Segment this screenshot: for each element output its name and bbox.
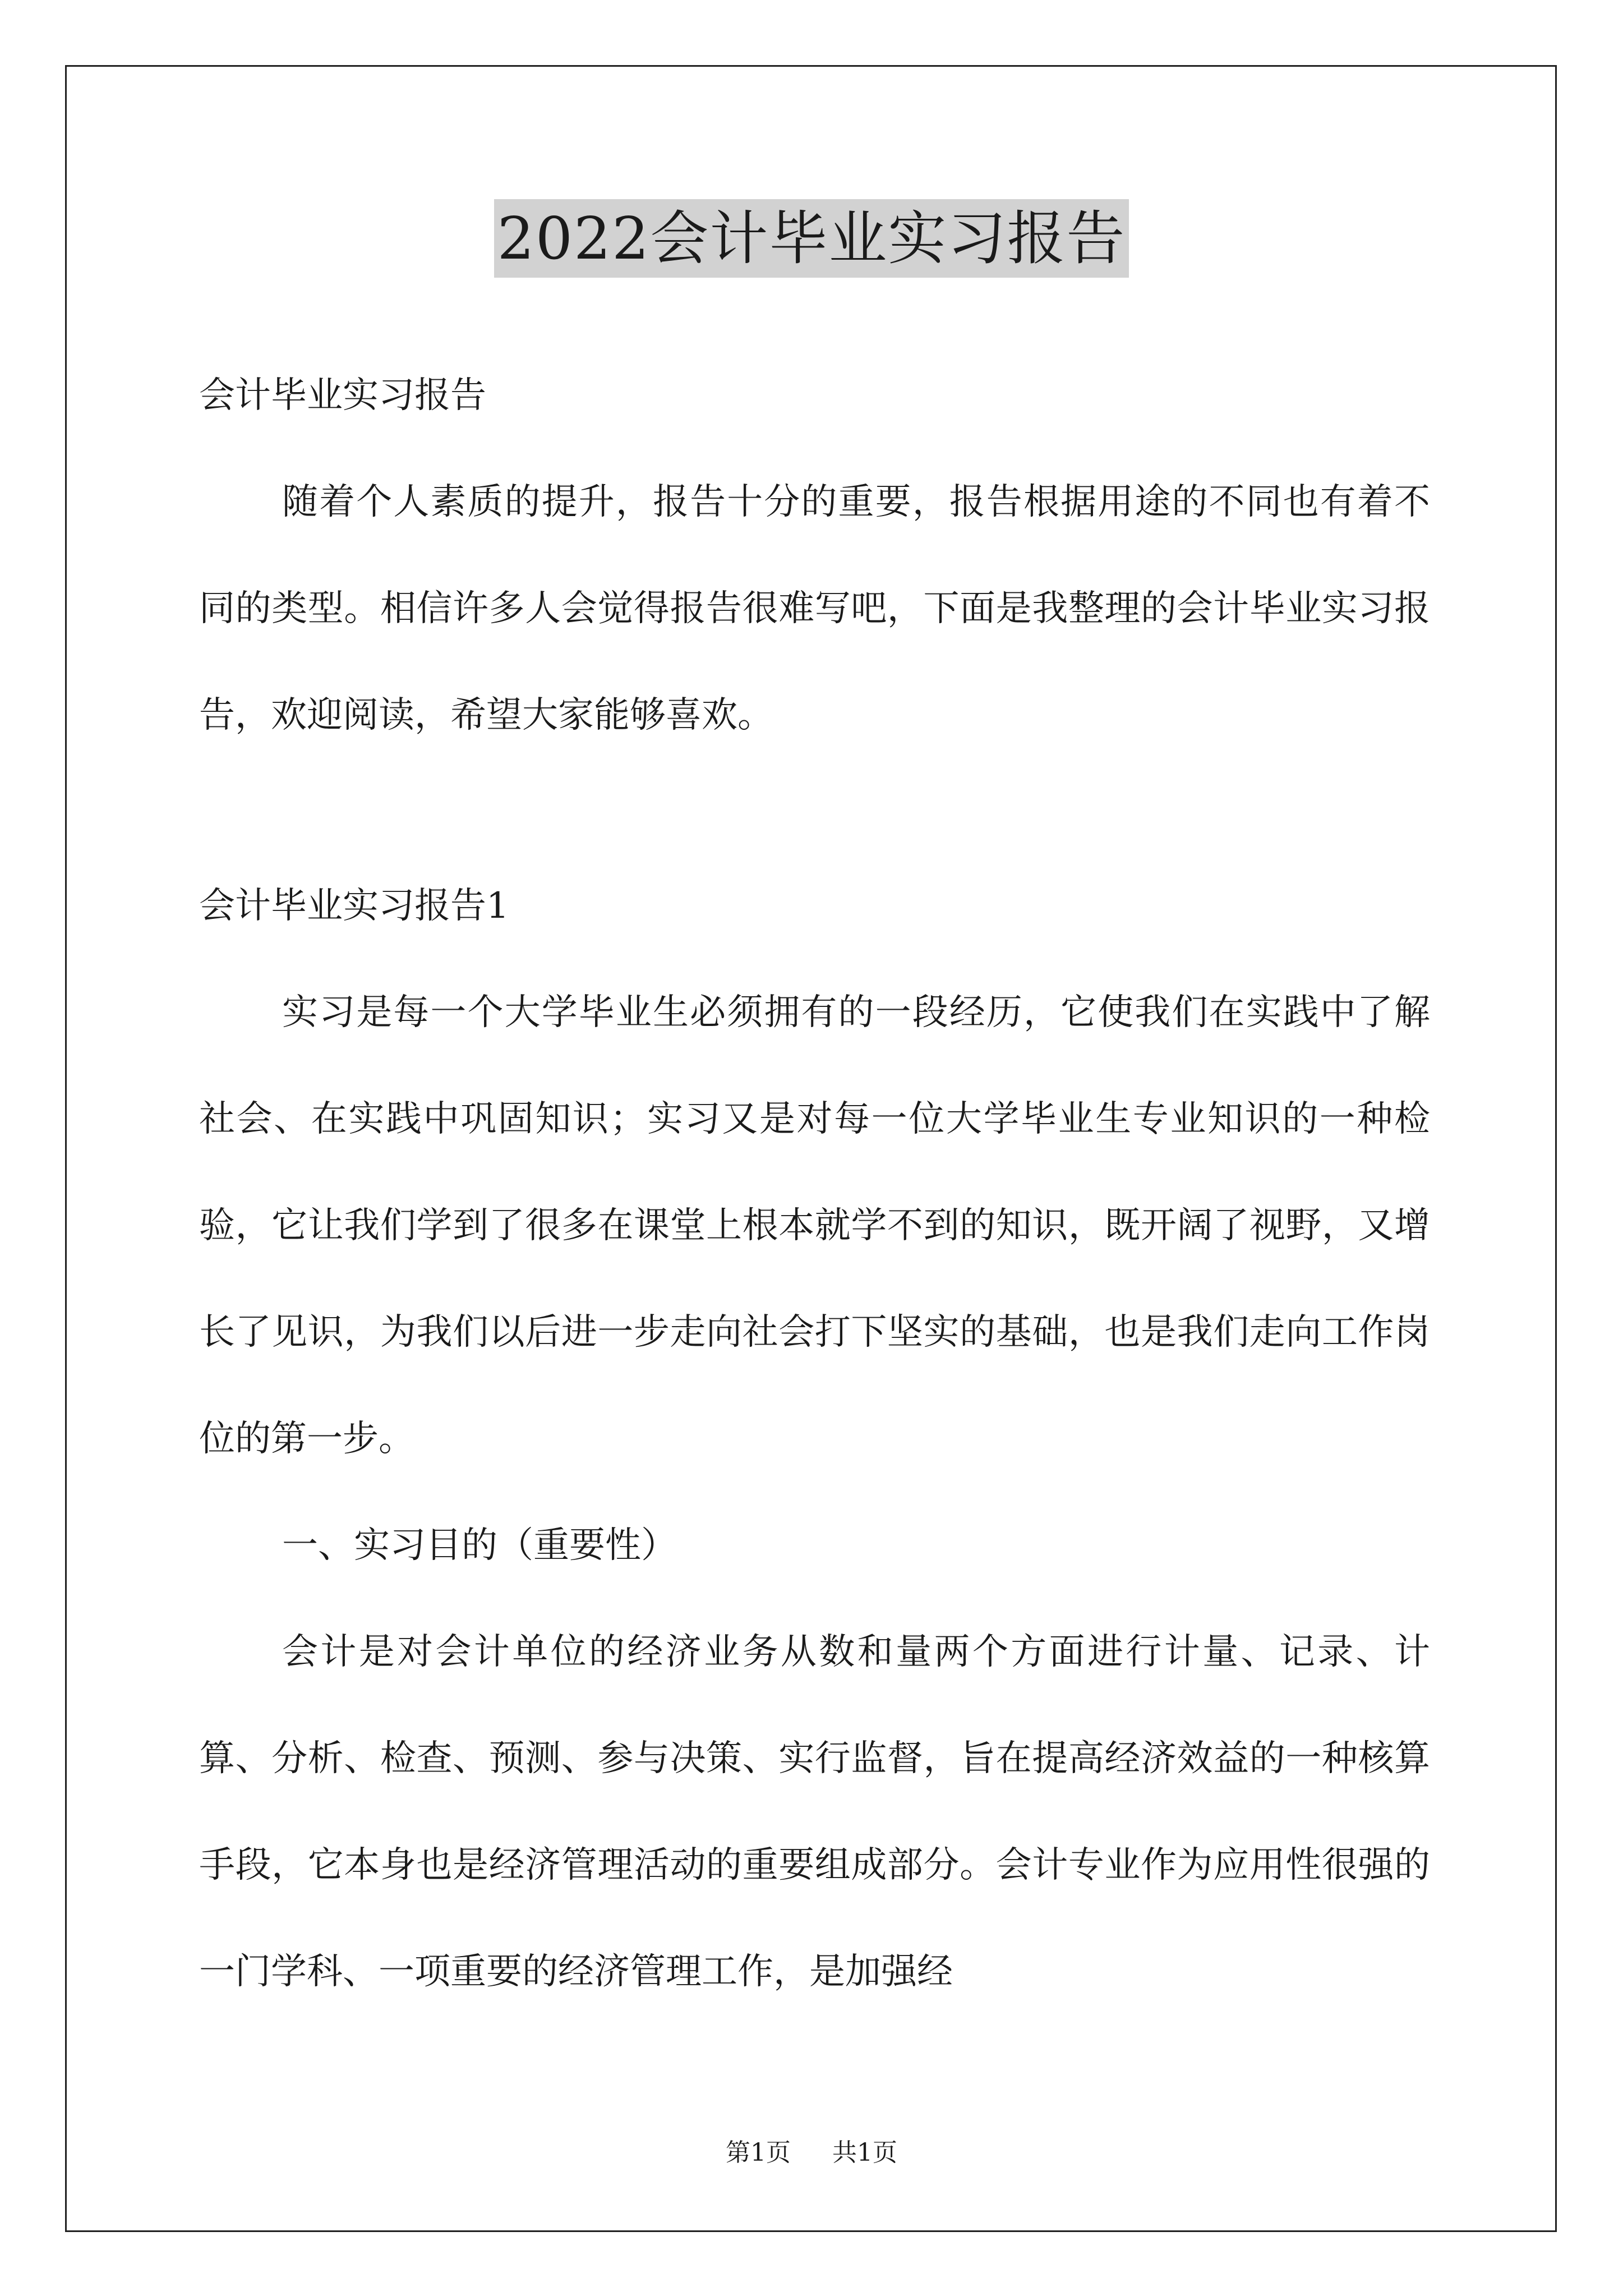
page-footer <box>0 2136 1623 2170</box>
intro-paragraph: 随着个人素质的提升，报告十分的重要，报告根据用途的不同也有着不同的类型。相信许多人会觉得报告很难写吧，下面是我整理的会计毕业实习报告，欢迎阅读，希望大家能够喜欢。 <box>199 481 1430 736</box>
body-paragraph: 实习是每一个大学毕业生必须拥有的一段经历，它使我们在实践中了解社会、在实践中巩固知识；实习又是对每一位大学毕业生专业知识的一种检验，它让我们学到了很多在课堂上根本就学不到的知识，既开阔了视野，又增长了见识，为我们以后进一步走向社会打下坚实的基础，也是我们走向工作岗位的第一步。 <box>199 992 1430 1460</box>
document-body <box>199 342 1430 2025</box>
title-container <box>0 199 1623 278</box>
section-heading: 会计毕业实习报告1 <box>199 885 509 927</box>
body-paragraph: 会计是对会计单位的经济业务从数和量两个方面进行计量、记录、计算、分析、检查、预测、参与决策、实行监督，旨在提高经济效益的一种核算手段，它本身也是经济管理活动的重要组成部分。会计专业作为应用性很强的一门学科、一项重要的经济管理工作，是加强经 <box>199 1631 1430 1993</box>
page-number: 第1页 <box>726 2138 791 2167</box>
document-subtitle: 会计毕业实习报告 <box>199 375 486 416</box>
section-gap <box>199 769 1430 853</box>
document-title: 2022会计毕业实习报告 <box>494 199 1129 278</box>
subsection-heading: 一、实习目的（重要性） <box>282 1525 677 1566</box>
page-total: 共1页 <box>832 2138 897 2167</box>
